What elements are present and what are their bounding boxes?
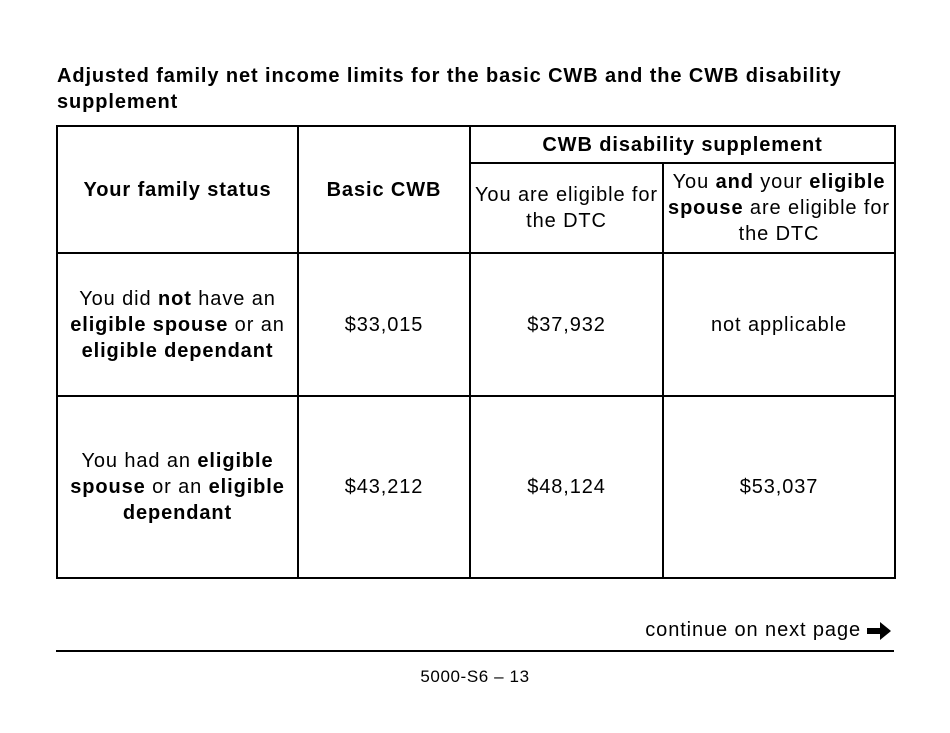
header-you-eligible-dtc: You are eligible for the DTC	[470, 163, 663, 253]
header-spouse-eligible-dtc: You and your eligible spouse are eligible for the DTC	[663, 163, 895, 253]
continue-text: continue on next page	[645, 619, 861, 641]
header-family-status: Your family status	[57, 126, 298, 253]
income-limits-table	[56, 125, 896, 579]
table-header-row	[57, 126, 895, 163]
page-number: 5000-S6 – 13	[420, 667, 530, 686]
header-basic-cwb: Basic CWB	[298, 126, 470, 253]
row-you-eligible-dtc: $37,932	[470, 253, 663, 396]
row-status: You did not have an eligible spouse or an eligible dependant	[57, 253, 298, 396]
continue-next-page	[645, 619, 893, 642]
row-status: You had an eligible spouse or an eligible dependant	[57, 396, 298, 578]
table-row	[57, 396, 895, 578]
arrow-right-icon	[865, 620, 893, 642]
row-basic-cwb: $43,212	[298, 396, 470, 578]
table-row	[57, 253, 895, 396]
page-title: Adjusted family net income limits for the basic CWB and the CWB disability supplement	[57, 65, 842, 113]
row-spouse-eligible-dtc: $53,037	[663, 396, 895, 578]
row-basic-cwb: $33,015	[298, 253, 470, 396]
row-spouse-eligible-dtc: not applicable	[663, 253, 895, 396]
footer-divider	[56, 650, 894, 652]
row-you-eligible-dtc: $48,124	[470, 396, 663, 578]
header-disability-supplement: CWB disability supplement	[470, 126, 895, 163]
